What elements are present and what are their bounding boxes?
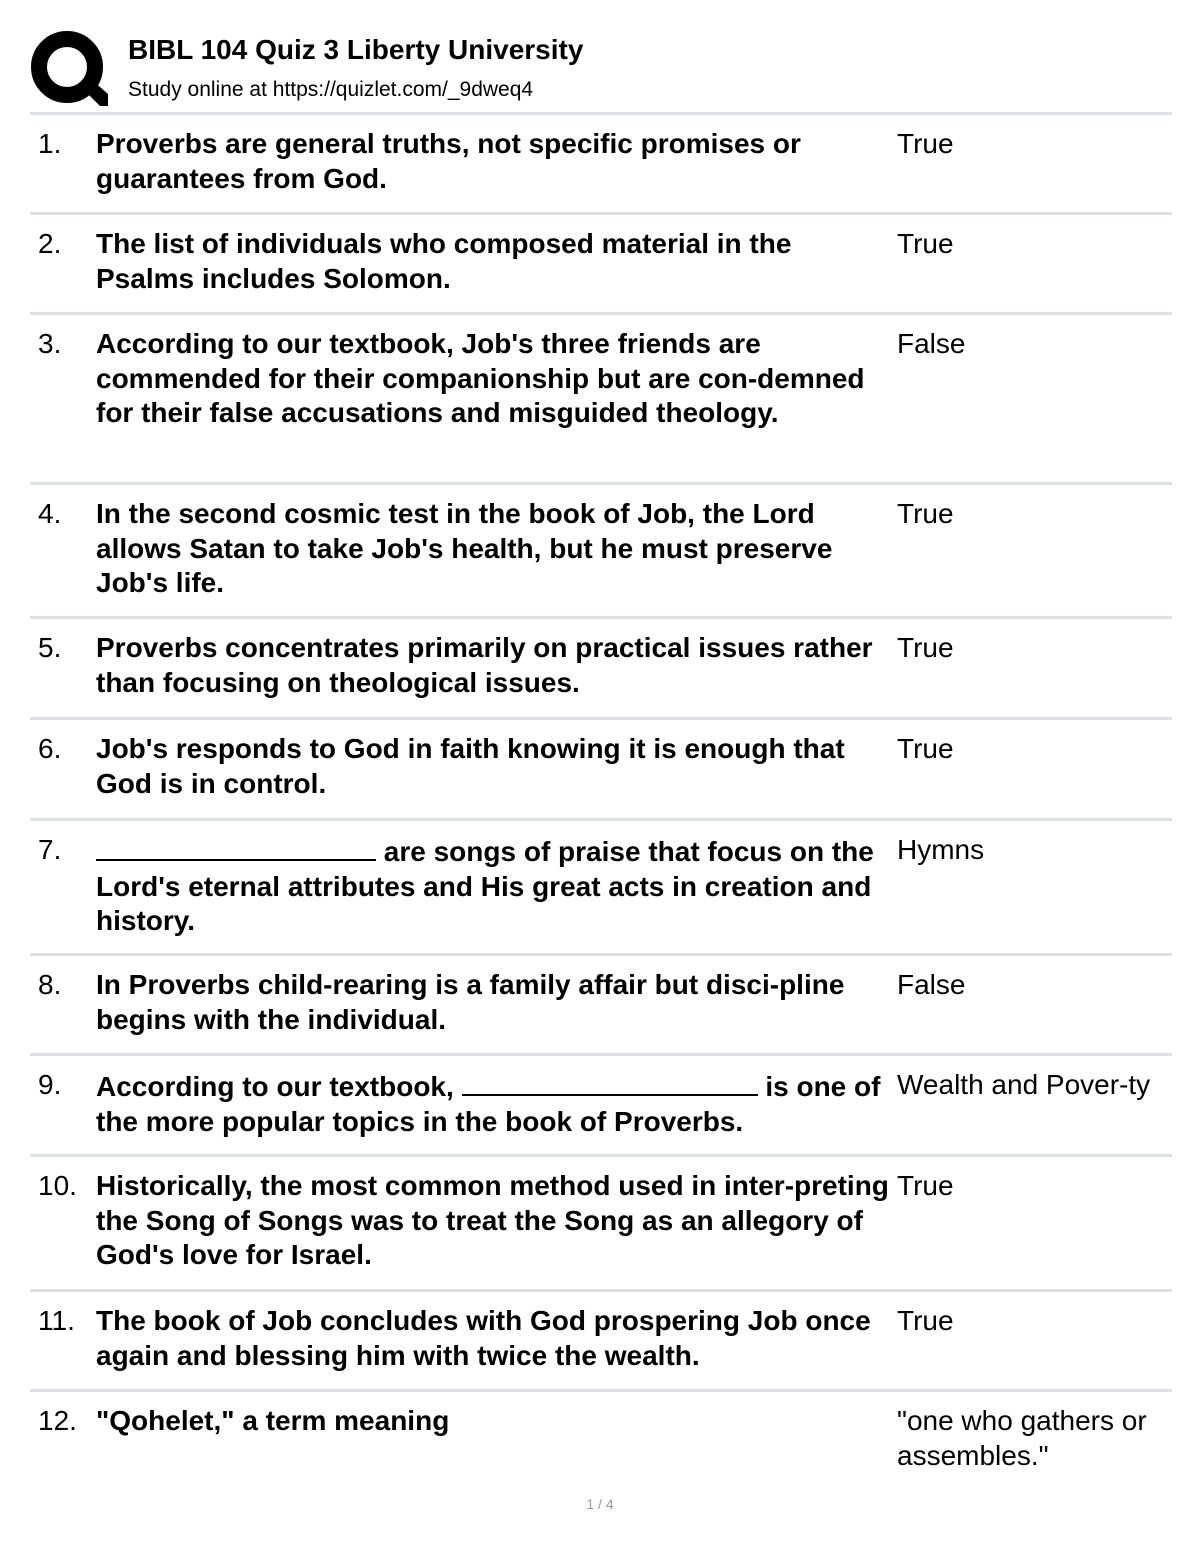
answer-blank [462, 1068, 758, 1096]
question-answer: True [897, 1305, 954, 1336]
question-number: 4. [38, 498, 62, 529]
question-answer: True [897, 733, 954, 764]
question-text: Proverbs are general truths, not specific promises or guarantees from God. [96, 128, 801, 194]
question-row-5 [30, 619, 1172, 720]
question-text-before: According to our textbook, [96, 1071, 462, 1102]
question-answer: True [897, 228, 954, 259]
quizlet-logo-icon [30, 30, 108, 108]
question-text: In Proverbs child-rearing is a family affair but disci-pline begins with the individual. [96, 969, 845, 1035]
page-header [30, 28, 1172, 112]
question-answer: True [897, 128, 954, 159]
question-text: "Qohelet," a term meaning [96, 1405, 450, 1436]
question-row-2 [30, 215, 1172, 315]
question-row-12 [30, 1392, 1172, 1492]
question-text: The book of Job concludes with God prospering Job once again and blessing him with twice the wealth. [96, 1305, 871, 1371]
question-answer: Wealth and Pover-ty [897, 1069, 1151, 1100]
question-text-after: is one of the more popular topics in the book of Proverbs. [96, 1071, 881, 1137]
question-text: The list of individuals who composed material in the Psalms includes Solomon. [96, 228, 792, 294]
question-number: 5. [38, 632, 62, 663]
question-row-8 [30, 956, 1172, 1056]
answer-blank [96, 833, 376, 861]
question-row-3 [30, 315, 1172, 485]
question-number: 8. [38, 969, 62, 1000]
question-text: In the second cosmic test in the book of Job, the Lord allows Satan to take Job's health, but he must preserve Job's life. [96, 498, 833, 598]
question-number: 7. [38, 834, 62, 865]
question-row-11 [30, 1292, 1172, 1392]
question-answer: True [897, 1170, 954, 1201]
question-number: 1. [38, 128, 62, 159]
question-number: 3. [38, 328, 62, 359]
question-text: Proverbs concentrates primarily on practical issues rather than focusing on theological issues. [96, 632, 873, 698]
question-number: 11. [38, 1305, 75, 1336]
question-row-9 [30, 1056, 1172, 1157]
study-link[interactable]: Study online at https://quizlet.com/_9dweq4 [128, 78, 534, 101]
question-answer: "one who gathers or assembles." [897, 1405, 1147, 1471]
question-answer: False [897, 328, 966, 359]
question-number: 9. [38, 1069, 62, 1100]
question-answer: Hymns [897, 834, 985, 865]
question-text: Historically, the most common method used in inter-preting the Song of Songs was to treat the Song as an allegory of God's love for Israel. [96, 1170, 889, 1270]
question-answer: True [897, 632, 954, 663]
question-number: 2. [38, 228, 62, 259]
question-text: According to our textbook, Job's three friends are commended for their companionship but are con-demned for their false accusations and misguided theology. [96, 328, 865, 428]
question-answer: False [897, 969, 966, 1000]
question-row-1 [30, 115, 1172, 215]
question-row-6 [30, 720, 1172, 821]
question-row-4 [30, 485, 1172, 619]
question-text-after: are songs of praise that focus on the Lord's eternal attributes and His great acts in creation and history. [96, 836, 874, 936]
question-row-7 [30, 821, 1172, 956]
question-answer: True [897, 498, 954, 529]
question-row-10 [30, 1157, 1172, 1292]
question-list [30, 115, 1172, 1492]
question-text: Job's responds to God in faith knowing it is enough that God is in control. [96, 733, 845, 799]
question-number: 6. [38, 733, 62, 764]
page-indicator: 1 / 4 [586, 1496, 614, 1512]
question-text [96, 833, 889, 939]
question-text [96, 1068, 889, 1139]
question-number: 12. [38, 1405, 77, 1436]
page-title: BIBL 104 Quiz 3 Liberty University [128, 34, 584, 65]
question-number: 10. [38, 1170, 77, 1201]
